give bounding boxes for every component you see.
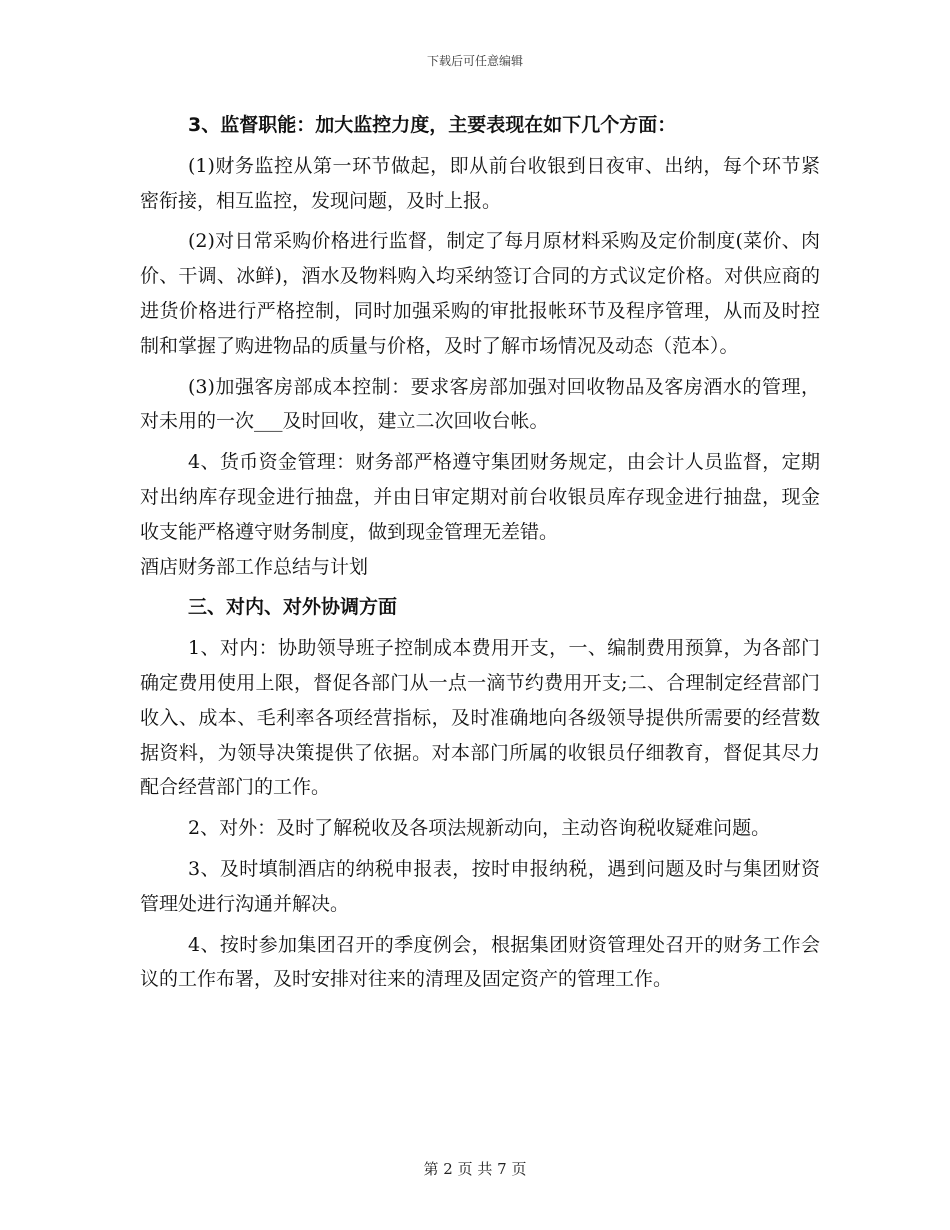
document-title-line: 酒店财务部工作总结与计划 bbox=[140, 555, 369, 578]
paragraph-cash-management: 4、货币资金管理：财务部严格遵守集团财务规定，由会计人员监督，定期对出纳库存现金进行抽盘，并由日审定期对前台收银员库存现金进行抽盘，现金收支能严格遵守财务制度，做到现金管理无差错。 bbox=[140, 451, 820, 543]
paragraph-financial-monitoring: (1)财务监控从第一环节做起，即从前台收银到日夜审、出纳，每个环节紧密衔接，相互监控，发现问题，及时上报。 bbox=[140, 154, 820, 212]
paragraph-purchase-price-supervision: (2)对日常采购价格进行监督，制定了每月原材料采购及定价制度(菜价、肉价、干调、冰鲜)，酒水及物料购入均采纳签订合同的方式议定价格。对供应商的进货价格进行严格控制，同时加强采购的审批报帐环节及程序管理，从而及时控制和掌握了购进物品的质量与价格，及时了解市场情况及动态（范本）。 bbox=[140, 230, 820, 357]
page-number-footer: 第 2 页 共 7 页 bbox=[423, 1160, 527, 1178]
paragraph-external-coordination: 2、对外：及时了解税收及各项法规新动向，主动咨询税收疑难问题。 bbox=[188, 817, 771, 840]
paragraph-housekeeping-cost-control: (3)加强客房部成本控制：要求客房部加强对回收物品及客房酒水的管理，对未用的一次___及时回收，建立二次回收台帐。 bbox=[140, 375, 820, 433]
page-header: 下载后可任意编辑 bbox=[426, 54, 523, 68]
section-heading-supervision: 3、监督职能：加大监控力度，主要表现在如下几个方面： bbox=[188, 114, 677, 136]
paragraph-quarterly-meeting: 4、按时参加集团召开的季度例会，根据集团财资管理处召开的财务工作会议的工作布署，及时安排对往来的清理及固定资产的管理工作。 bbox=[140, 933, 820, 991]
paragraph-tax-filing: 3、及时填制酒店的纳税申报表，按时申报纳税，遇到问题及时与集团财资管理处进行沟通并解决。 bbox=[140, 857, 820, 915]
document-body bbox=[140, 108, 820, 1003]
paragraph-internal-coordination: 1、对内：协助领导班子控制成本费用开支，一、编制费用预算，为各部门确定费用使用上限，督促各部门从一点一滴节约费用开支;二、合理制定经营部门收入、成本、毛利率各项经营指标，及时准确地向各级领导提供所需要的经营数据资料，为领导决策提供了依据。对本部门所属的收银员仔细教育，督促其尽力配合经营部门的工作。 bbox=[140, 637, 820, 799]
section-heading-coordination: 三、对内、对外协调方面 bbox=[188, 596, 398, 619]
